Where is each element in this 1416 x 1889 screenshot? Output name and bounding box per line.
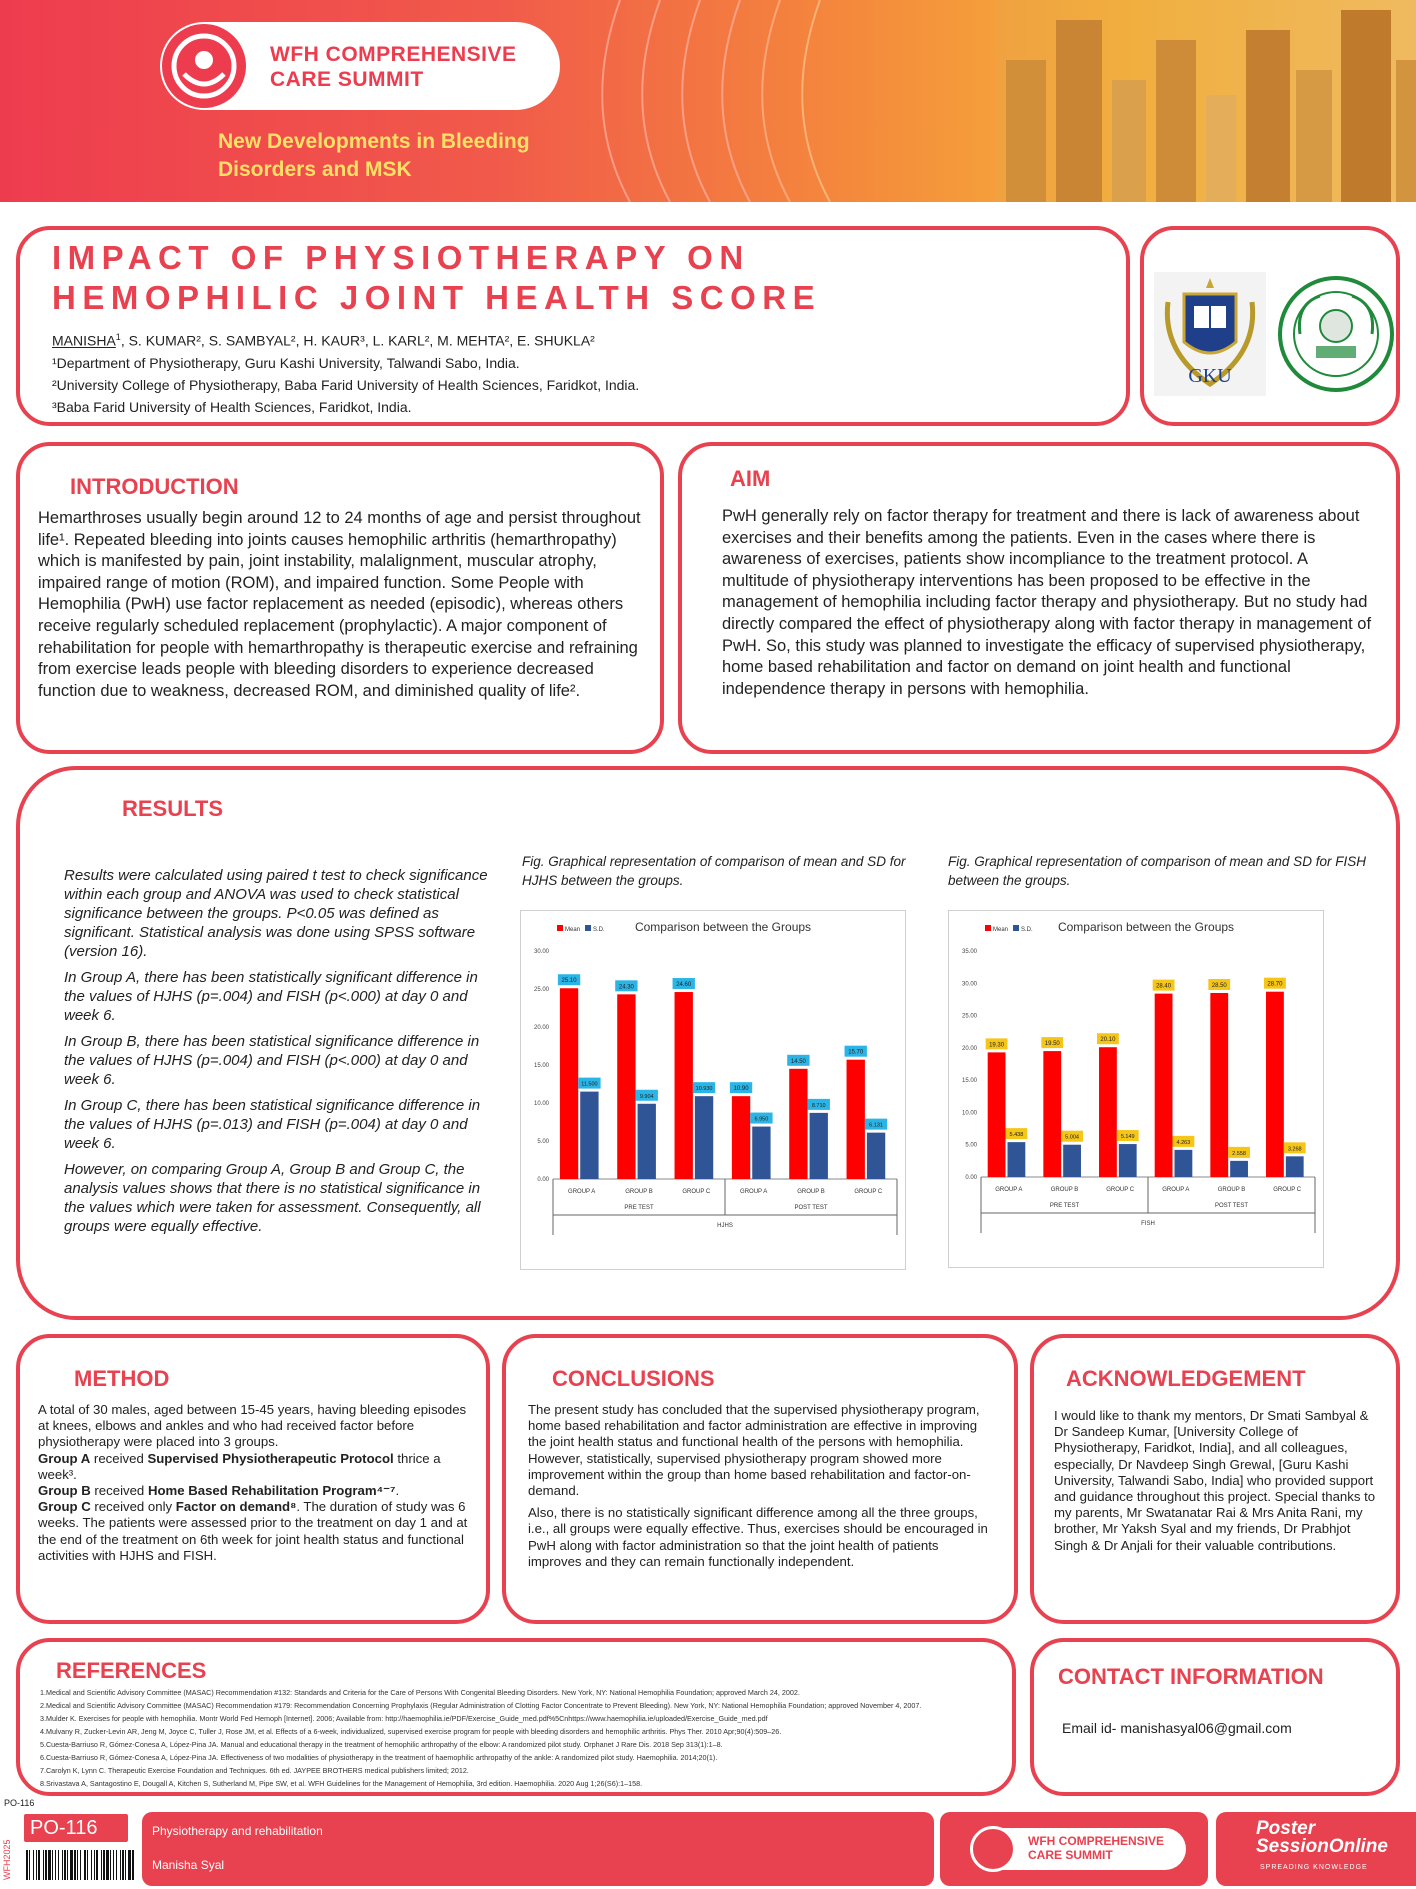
legend-swatch-mean (985, 925, 991, 931)
barcode-bar (26, 1850, 28, 1880)
authors-block (52, 326, 639, 418)
barcode-bar (55, 1850, 56, 1880)
chart-title: Comparison between the Groups (634, 920, 812, 934)
barcode-bar (67, 1850, 68, 1880)
introduction-heading: INTRODUCTION (70, 474, 239, 499)
data-label-mean: 24.60 (676, 982, 692, 989)
contact-email: Email id- manishasyal06@gmail.com (1062, 1720, 1292, 1736)
svg-text:GKU: GKU (1188, 365, 1232, 387)
hjhs-chart-svg (521, 911, 905, 1269)
y-tick-label: 10.00 (533, 1101, 549, 1107)
bar-sd (1119, 1144, 1137, 1177)
contact-heading: CONTACT INFORMATION (1058, 1664, 1324, 1689)
barcode-bar (101, 1850, 102, 1880)
outer-axis-label: HJHS (717, 1223, 733, 1229)
footer-logo-text: WFH COMPREHENSIVE CARE SUMMIT (1028, 1834, 1165, 1862)
legend-label-sd: S.D. (593, 927, 605, 933)
aim-section (678, 442, 1400, 754)
decorative-lines (560, 0, 1060, 202)
introduction-text: Hemarthroses usually begin around 12 to 24 months of age and persist throughout life¹. Repeated bleeding into joints causes hemophilic arthritis (hemarthropathy) which is manifested by pain, joint instability, malalignment, muscular atrophy, impaired range of motion (ROM), and impaired function. Some People with Hemophilia (PwH) use factor replacement as needed (episodic), whereas others receive regularly scheduled replacement (prophylactic). A major component of rehabilitation for people with hemarthropathy is therapeutic exercise and refraining from exercise leads people with bleeding disorders to experience decreased function due to weakness, decreased ROM, and diminished quality of life². (38, 509, 641, 700)
legend-label-mean: Mean (993, 927, 1009, 933)
logos-section (1140, 226, 1400, 426)
results-paragraph: In Group C, there has been statistical significance difference in the values of HJHS (p=.013) and FISH (p=.004) at day 0 and week 6. (64, 1097, 481, 1152)
footer-summit-logo (940, 1812, 1208, 1886)
gku-logo (1154, 272, 1266, 396)
legend-swatch-sd (1013, 925, 1019, 931)
x-category-label: GROUP C (854, 1189, 883, 1195)
data-label-mean: 15.70 (848, 1049, 864, 1056)
barcode-bar (87, 1850, 88, 1880)
data-label-mean: 19.30 (989, 1042, 1005, 1049)
bar-sd (1007, 1142, 1025, 1177)
barcode-bar (110, 1850, 111, 1880)
method-heading: METHOD (74, 1366, 170, 1391)
data-label-mean: 25.10 (561, 978, 577, 985)
y-tick-label: 15.00 (961, 1078, 977, 1085)
data-label-sd: 5.149 (1120, 1134, 1135, 1141)
poster-session-online-logo (1216, 1812, 1416, 1886)
bar-sd (1063, 1145, 1081, 1177)
aim-heading: AIM (730, 466, 771, 491)
fish-chart (948, 910, 1324, 1268)
bar-sd (1174, 1150, 1192, 1177)
x-category-label: GROUP A (995, 1187, 1023, 1193)
barcode-bar (113, 1850, 114, 1880)
results-text (64, 866, 494, 1243)
results-paragraph: In Group A, there has been statistically significant difference in the values of HJHS (p=.004) and FISH (p<.000) at day 0 and week 6. (64, 969, 478, 1024)
references-list (40, 1686, 1000, 1790)
bfuhs-seal-logo (1276, 274, 1396, 394)
fish-figure-caption: Fig. Graphical representation of comparison of mean and SD for FISH between the groups. (948, 854, 1366, 888)
reference-item: 7.Carolyn K, Lynn C. Therapeutic Exercise Foundation and Techniques. 6th ed. JAYPEE BROTHERS medical publishers limited; 2012. (40, 1766, 469, 1775)
wfh-logo-icon (162, 24, 246, 108)
conclusions-heading: CONCLUSIONS (552, 1366, 715, 1391)
hjhs-chart (520, 910, 906, 1270)
bar-sd (638, 1104, 656, 1179)
x-category-label: GROUP B (625, 1189, 653, 1195)
data-label-mean: 10.90 (733, 1086, 749, 1093)
x-category-label: GROUP B (1217, 1187, 1246, 1193)
bar-mean (847, 1060, 865, 1179)
barcode-bar (128, 1850, 131, 1880)
author-list: MANISHA$^1$, S. KUMAR², S. SAMBYAL², H. KAUR³, L. KARL², M. MEHTA², E. SHUKLA² (52, 332, 595, 349)
data-label-sd: 10.930 (695, 1086, 713, 1093)
y-tick-label: 10.00 (961, 1110, 977, 1117)
barcode-bar (120, 1850, 121, 1880)
y-tick-label: 0.00 (537, 1177, 549, 1183)
contact-section (1030, 1638, 1400, 1796)
conclusions-text (528, 1402, 994, 1576)
results-heading: RESULTS (122, 796, 224, 821)
barcode-bar (52, 1850, 53, 1880)
acknowledgement-section (1030, 1334, 1400, 1624)
reference-item: 5.Cuesta-Barriuso R, Gómez-Conesa A, López-Pina JA. Manual and educational therapy in the treatment of hemophilic arthropathy of the elbow: A randomized pilot study. Orphanet J Rare Dis. 2018 Sep 313(1):1–8. (40, 1740, 723, 1749)
barcode-bar (106, 1850, 109, 1880)
introduction-section (16, 442, 664, 754)
pso-tagline: SPREADING KNOWLEDGE (1260, 1864, 1368, 1871)
references-section (16, 1638, 1016, 1796)
barcode-bar (94, 1850, 95, 1880)
group-label-pre-test: PRE TEST (1049, 1203, 1080, 1209)
barcode-bar (91, 1850, 92, 1880)
barcode-bar (116, 1850, 117, 1880)
barcode-bar (77, 1850, 78, 1880)
header-banner (0, 0, 1416, 202)
y-tick-label: 35.00 (961, 949, 977, 955)
data-label-sd: 9.904 (639, 1093, 654, 1100)
bar-mean (1266, 992, 1284, 1177)
results-paragraph: In Group B, there has been statistical significance difference in the values of HJHS (p=.004) and FISH (p<.000) at day 0 and week 6. (64, 1033, 480, 1088)
x-category-label: GROUP A (568, 1189, 596, 1195)
conclusions-section (502, 1334, 1018, 1624)
bar-mean (1210, 993, 1228, 1177)
x-category-label: GROUP A (740, 1189, 768, 1195)
footer-wfh-icon (970, 1826, 1016, 1872)
reference-item: 6.Cuesta-Barriuso R, Gómez-Conesa A, López-Pina JA. Effectiveness of two modalities of physiotherapy in the treatment of haemophilic arthropathy of the ankle: A randomized pilot study. Haemophilia. 2014;20(1). (40, 1753, 718, 1762)
bar-sd (1286, 1156, 1304, 1177)
barcode-bar (36, 1850, 37, 1880)
reference-item: 3.Mulder K. Exercises for people with hemophilia. Montr World Fed Hemoph [Internet]. 2006; Available from: http://haemophilia.ie/PDF/Exercise_Guide_med.pdf%5Cnhttps://www.haemophilia.ie/uploaded/Exercise_Guide_med.pdf (40, 1714, 768, 1723)
barcode-bar (96, 1850, 98, 1880)
legend-swatch-sd (585, 925, 591, 931)
data-label-mean: 19.50 (1044, 1041, 1060, 1048)
bar-mean (1155, 994, 1173, 1177)
hjhs-figure-caption: Fig. Graphical representation of comparison of mean and SD for HJHS between the groups. (522, 854, 906, 888)
barcode-bar (125, 1850, 126, 1880)
poster-id-small: PO-116 (4, 1798, 35, 1808)
barcode-bar (103, 1850, 105, 1880)
group-c-line: Group C received only Factor on demand⁸. The duration of study was 6 weeks. The patients were assessed prior to the treatment on day 1 and at the end of the treatment on 6th week for joint health status and functional activities with HJHS and FISH. (38, 1499, 468, 1563)
x-category-label: GROUP C (1106, 1187, 1135, 1193)
data-label-sd: 5.438 (1009, 1132, 1024, 1139)
poster-code-badge: PO-116 (24, 1814, 128, 1842)
data-label-sd: 8.710 (811, 1102, 826, 1109)
method-text (38, 1402, 468, 1564)
y-tick-label: 5.00 (965, 1142, 977, 1149)
bar-sd (1230, 1161, 1248, 1177)
data-label-mean: 20.10 (1100, 1037, 1116, 1044)
affiliation-3: ³Baba Farid University of Health Sciences, Faridkot, India. (52, 398, 412, 415)
y-tick-label: 0.00 (965, 1175, 977, 1181)
fish-chart-svg (949, 911, 1323, 1267)
poster-author: Manisha Syal (152, 1858, 225, 1872)
group-label-post-test: POST TEST (794, 1205, 828, 1211)
bar-mean (988, 1052, 1006, 1177)
reference-item: 4.Mulvany R, Zucker-Levin AR, Jeng M, Joyce C, Tuller J, Rose JM, et al. Effects of a 6-week, individualized, supervised exercise program for people with bleeding disorders and hemophilic arthritis. Phys Ther. 2010 Apr;90(4):509–26. (40, 1727, 782, 1736)
reference-item: 1.Medical and Scientific Advisory Committee (MASAC) Recommendation #132: Standards and Criteria for the Care of Persons With Congenital Bleeding Disorders. New York, NY: National Hemophilia Foundation; approved March 24, 2002. (40, 1688, 800, 1697)
bar-mean (617, 994, 635, 1179)
barcode-bar (38, 1850, 40, 1880)
legend-swatch-mean (557, 925, 563, 931)
method-section (16, 1334, 490, 1624)
footer-info-bar (142, 1812, 934, 1886)
affiliation-1: ¹Department of Physiotherapy, Guru Kashi University, Talwandi Sabo, India. (52, 354, 520, 371)
summit-logo-text: WFH COMPREHENSIVE CARE SUMMIT (270, 43, 517, 91)
bar-mean (560, 988, 578, 1179)
data-label-mean: 28.40 (1156, 983, 1172, 990)
barcode-bar (122, 1850, 124, 1880)
y-tick-label: 25.00 (533, 987, 549, 993)
acknowledgement-heading: ACKNOWLEDGEMENT (1066, 1366, 1306, 1391)
pso-logo-text: Poster SessionOnline (1256, 1818, 1388, 1857)
barcode-icon (26, 1850, 136, 1880)
barcode-bar (84, 1850, 86, 1880)
city-skyline-image (996, 0, 1416, 202)
references-heading: REFERENCES (56, 1658, 207, 1683)
data-label-sd: 6.950 (754, 1116, 769, 1123)
group-label-pre-test: PRE TEST (624, 1205, 654, 1211)
y-tick-label: 20.00 (533, 1025, 549, 1031)
acknowledgement-text: I would like to thank my mentors, Dr Smati Sambyal & Dr Sandeep Kumar, [University College of Physiotherapy, Faridkot, India], and all colleagues, especially, Dr Navdeep Singh Grewal, [Guru Kashi University, Talwandi Sabo, India] who provided support and guidance throughout this project. Special thanks to my parents, Mr Swatanatar Rai & Mrs Anita Rani, my brother, Mr Yaksh Syal and my friends, Dr Prabhjot Singh & Dr Anjali for their valuable contributions. (1054, 1408, 1376, 1553)
outer-axis-label: FISH (1141, 1221, 1155, 1227)
y-tick-label: 20.00 (961, 1045, 977, 1052)
group-b-line: Group B received Home Based Rehabilitation Program⁴⁻⁷. (38, 1483, 400, 1499)
barcode-bar (58, 1850, 59, 1880)
x-category-label: GROUP B (1050, 1187, 1079, 1193)
data-label-sd: 11.500 (581, 1081, 598, 1088)
barcode-bar (29, 1850, 30, 1880)
method-paragraph: A total of 30 males, aged between 15-45 years, having bleeding episodes at knees, elbows and ankles and who had received factor before physiotherapy were placed into 3 groups. (38, 1402, 467, 1450)
bar-sd (695, 1096, 713, 1179)
barcode-bar (132, 1850, 134, 1880)
barcode-bar (74, 1850, 76, 1880)
barcode-bar (80, 1850, 81, 1880)
barcode-bar (48, 1850, 51, 1880)
results-paragraph: However, on comparing Group A, Group B and Group C, the analysis values shows that there is no statistical significance in the values which were taken for assessment. Consequently, all groups were equally effective. (64, 1161, 481, 1235)
x-category-label: GROUP B (797, 1189, 825, 1195)
barcode-bar (70, 1850, 73, 1880)
bar-mean (1099, 1047, 1117, 1177)
bar-mean (789, 1069, 807, 1179)
data-label-sd: 2.558 (1232, 1150, 1246, 1157)
group-label-post-test: POST TEST (1214, 1203, 1249, 1209)
bar-sd (580, 1092, 598, 1179)
poster-title: IMPACT OF PHYSIOTHERAPY ON HEMOPHILIC JOINT HEALTH SCORE (52, 239, 822, 316)
summit-tagline: New Developments in Bleeding Disorders and MSK (218, 130, 530, 181)
barcode-bar (62, 1850, 63, 1880)
x-category-label: GROUP C (682, 1189, 711, 1195)
chart-title: Comparison between the Groups (1057, 920, 1235, 934)
bar-sd (752, 1127, 770, 1179)
data-label-mean: 28.50 (1211, 982, 1227, 989)
reference-item: 8.Srivastava A, Santagostino E, Dougall A, Kitchen S, Sutherland M, Pipe SW, et al. WFH Guidelines for the Management of Hemophilia, 3rd edition. Haemophilia. 2020 Aug 1;26(S6):1–158. (40, 1779, 643, 1788)
legend-label-mean: Mean (565, 927, 581, 933)
title-section (16, 226, 1130, 426)
bar-mean (1043, 1051, 1061, 1177)
x-category-label: GROUP A (1162, 1187, 1190, 1193)
results-section (16, 766, 1400, 1320)
data-label-sd: 3.268 (1287, 1146, 1302, 1153)
bar-sd (810, 1113, 828, 1179)
reference-item: 2.Medical and Scientific Advisory Committee (MASAC) Recommendation #179: Recommendation Concerning Prophylaxis (Regular Administration of Clotting Factor Concentrate to Prevent Bleeding). New York, NY: National Hemophilia Foundation; approved November 4, 2007. (40, 1701, 922, 1710)
poster-category: Physiotherapy and rehabilitation (152, 1824, 323, 1838)
bar-mean (675, 992, 693, 1179)
conclusions-paragraph: The present study has concluded that the supervised physiotherapy program, home based rehabilitation and factor administration are effective in improving the joint health status and functional health of the persons with hemophilia. However, statistically, supervised physiotherapy program showed more improvement within the group than home based rehabilitation and factor-on-demand. (528, 1402, 980, 1499)
data-label-sd: 6.131 (869, 1122, 883, 1129)
y-tick-label: 25.00 (961, 1013, 977, 1020)
y-tick-label: 5.00 (537, 1139, 549, 1145)
data-label-sd: 5.004 (1065, 1134, 1079, 1141)
barcode-bar (43, 1850, 44, 1880)
barcode-bar (45, 1850, 47, 1880)
group-a-line: Group A received Supervised Physiotherapeutic Protocol thrice a week³. (38, 1450, 441, 1482)
y-tick-label: 30.00 (961, 981, 977, 988)
conclusions-paragraph: Also, there is no statistically significant difference among all the three groups, i.e., all groups were equally effective. Thus, exercises should be encouraged in PwH along with factor administration so that the joint health of patients improves and they can remain functionally independent. (528, 1505, 988, 1569)
results-paragraph: Results were calculated using paired t test to check significance within each group and ANOVA was used to check statistical significance between the groups. P<0.05 was defined as significant. Statistical analysis was done using SPSS software (version 16). (64, 867, 488, 960)
bar-mean (732, 1096, 750, 1179)
footer-vertical-label: WFH2025 (2, 1839, 12, 1880)
affiliation-2: ²University College of Physiotherapy, Baba Farid University of Health Sciences, Faridkot, India. (52, 376, 640, 393)
data-label-sd: 4.263 (1176, 1139, 1191, 1146)
data-label-mean: 14.50 (790, 1058, 806, 1065)
x-category-label: GROUP C (1273, 1187, 1302, 1193)
data-label-mean: 28.70 (1267, 981, 1283, 988)
y-tick-label: 30.00 (533, 949, 549, 955)
y-tick-label: 15.00 (533, 1063, 549, 1069)
barcode-bar (33, 1850, 34, 1880)
data-label-mean: 24.30 (618, 984, 634, 991)
barcode-bar (64, 1850, 66, 1880)
legend-label-sd: S.D. (1021, 927, 1033, 933)
aim-text: PwH generally rely on factor therapy for treatment and there is lack of awareness about exercises and their benefits among the patients. Even in the cases where there is awareness of exercises, patients show incompliance to the treatment protocol. A multitude of physiotherapy interventions has been proposed to be effective in the management of hemophilia including factor therapy and physiotherapy. But no study had directly compared the effect of physiotherapy along with factor therapy in management of PwH. So, this study was planned to investigate the efficacy of supervised physiotherapy, home based rehabilitation and factor on demand on joint health and functional independence therapy in persons with hemophilia. (722, 507, 1372, 698)
bar-sd (867, 1133, 885, 1179)
